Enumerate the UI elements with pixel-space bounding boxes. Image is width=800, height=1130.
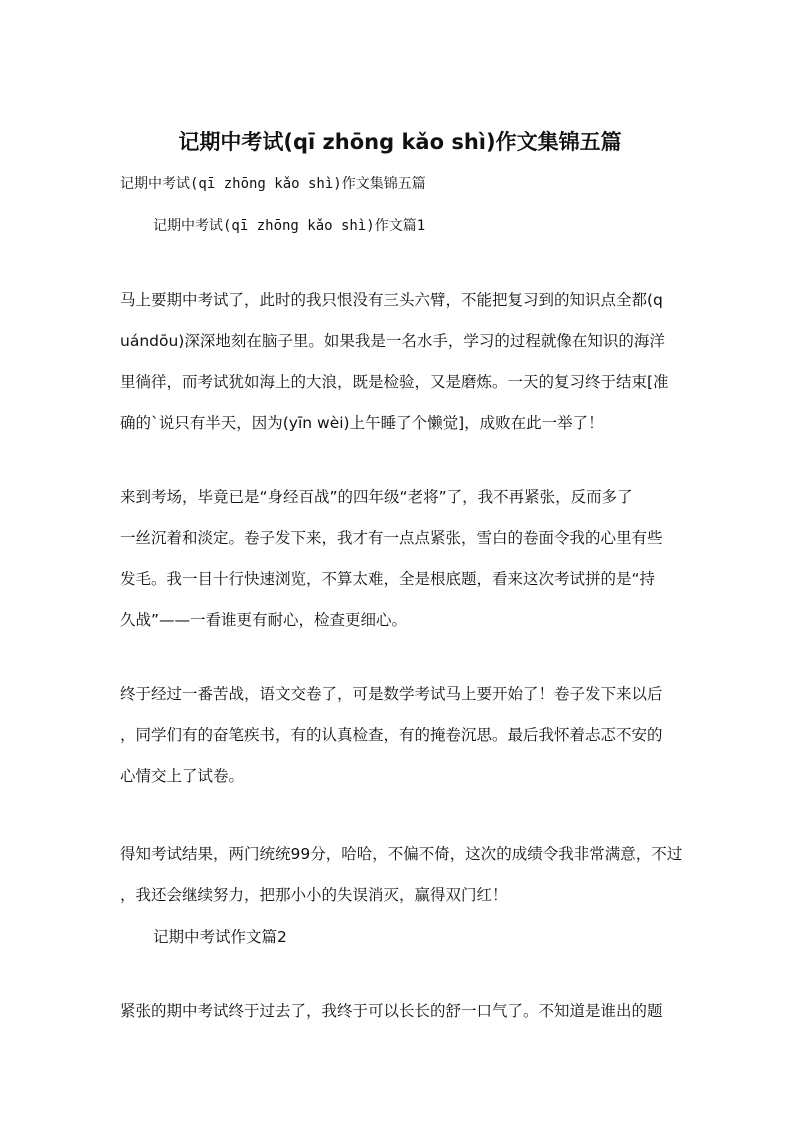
paragraph-1-line: uándōu)深深地刻在脑子里。如果我是一名水手，学习的过程就像在知识的海洋 — [120, 332, 665, 350]
section-heading-1: 记期中考试(qī zhōng kǎo shì)作文篇1 — [153, 218, 426, 234]
paragraph-3-line: ，同学们有的奋笔疾书，有的认真检查，有的掩卷沉思。最后我怀着忐忑不安的 — [120, 726, 663, 744]
paragraph-1-line: 确的`说只有半天，因为(yīn wèi)上午睡了个懒觉]，成败在此一举了！ — [120, 414, 604, 432]
document-title: 记期中考试(qī zhōng kǎo shì)作文集锦五篇 — [178, 130, 622, 154]
paragraph-2-line: 久战”——一看谁更有耐心，检查更细心。 — [120, 611, 408, 629]
paragraph-2-line: 来到考场，毕竟已是“身经百战”的四年级“老将”了，我不再紧张，反而多了 — [120, 488, 633, 506]
paragraph-1-line: 里徜徉，而考试犹如海上的大浪，既是检验，又是磨炼。一天的复习终于结束[准 — [120, 373, 669, 391]
paragraph-3-line: 心情交上了试卷。 — [120, 767, 245, 785]
paragraph-4-line: 得知考试结果，两门统统99分，哈哈，不偏不倚，这次的成绩令我非常满意，不过 — [120, 845, 683, 863]
paragraph-1-line: 马上要期中考试了，此时的我只恨没有三头六臂，不能把复习到的知识点全都(q — [120, 291, 663, 309]
paragraph-2-line: 一丝沉着和淡定。卷子发下来，我才有一点点紧张，雪白的卷面令我的心里有些 — [120, 529, 663, 547]
paragraph-3-line: 终于经过一番苦战，语文交卷了，可是数学考试马上要开始了！卷子发下来以后 — [120, 685, 663, 703]
paragraph-2-line: 发毛。我一目十行快速浏览，不算太难，全是根底题，看来这次考试拼的是“持 — [120, 570, 656, 588]
paragraph-4-line: ，我还会继续努力，把那小小的失误消灭，赢得双门红！ — [120, 886, 508, 904]
paragraph-5-line: 紧张的期中考试终于过去了，我终于可以长长的舒一口气了。不知道是谁出的题 — [120, 1002, 663, 1020]
document-subtitle: 记期中考试(qī zhōng kǎo shì)作文集锦五篇 — [120, 176, 426, 192]
section-heading-2: 记期中考试作文篇2 — [153, 928, 287, 946]
